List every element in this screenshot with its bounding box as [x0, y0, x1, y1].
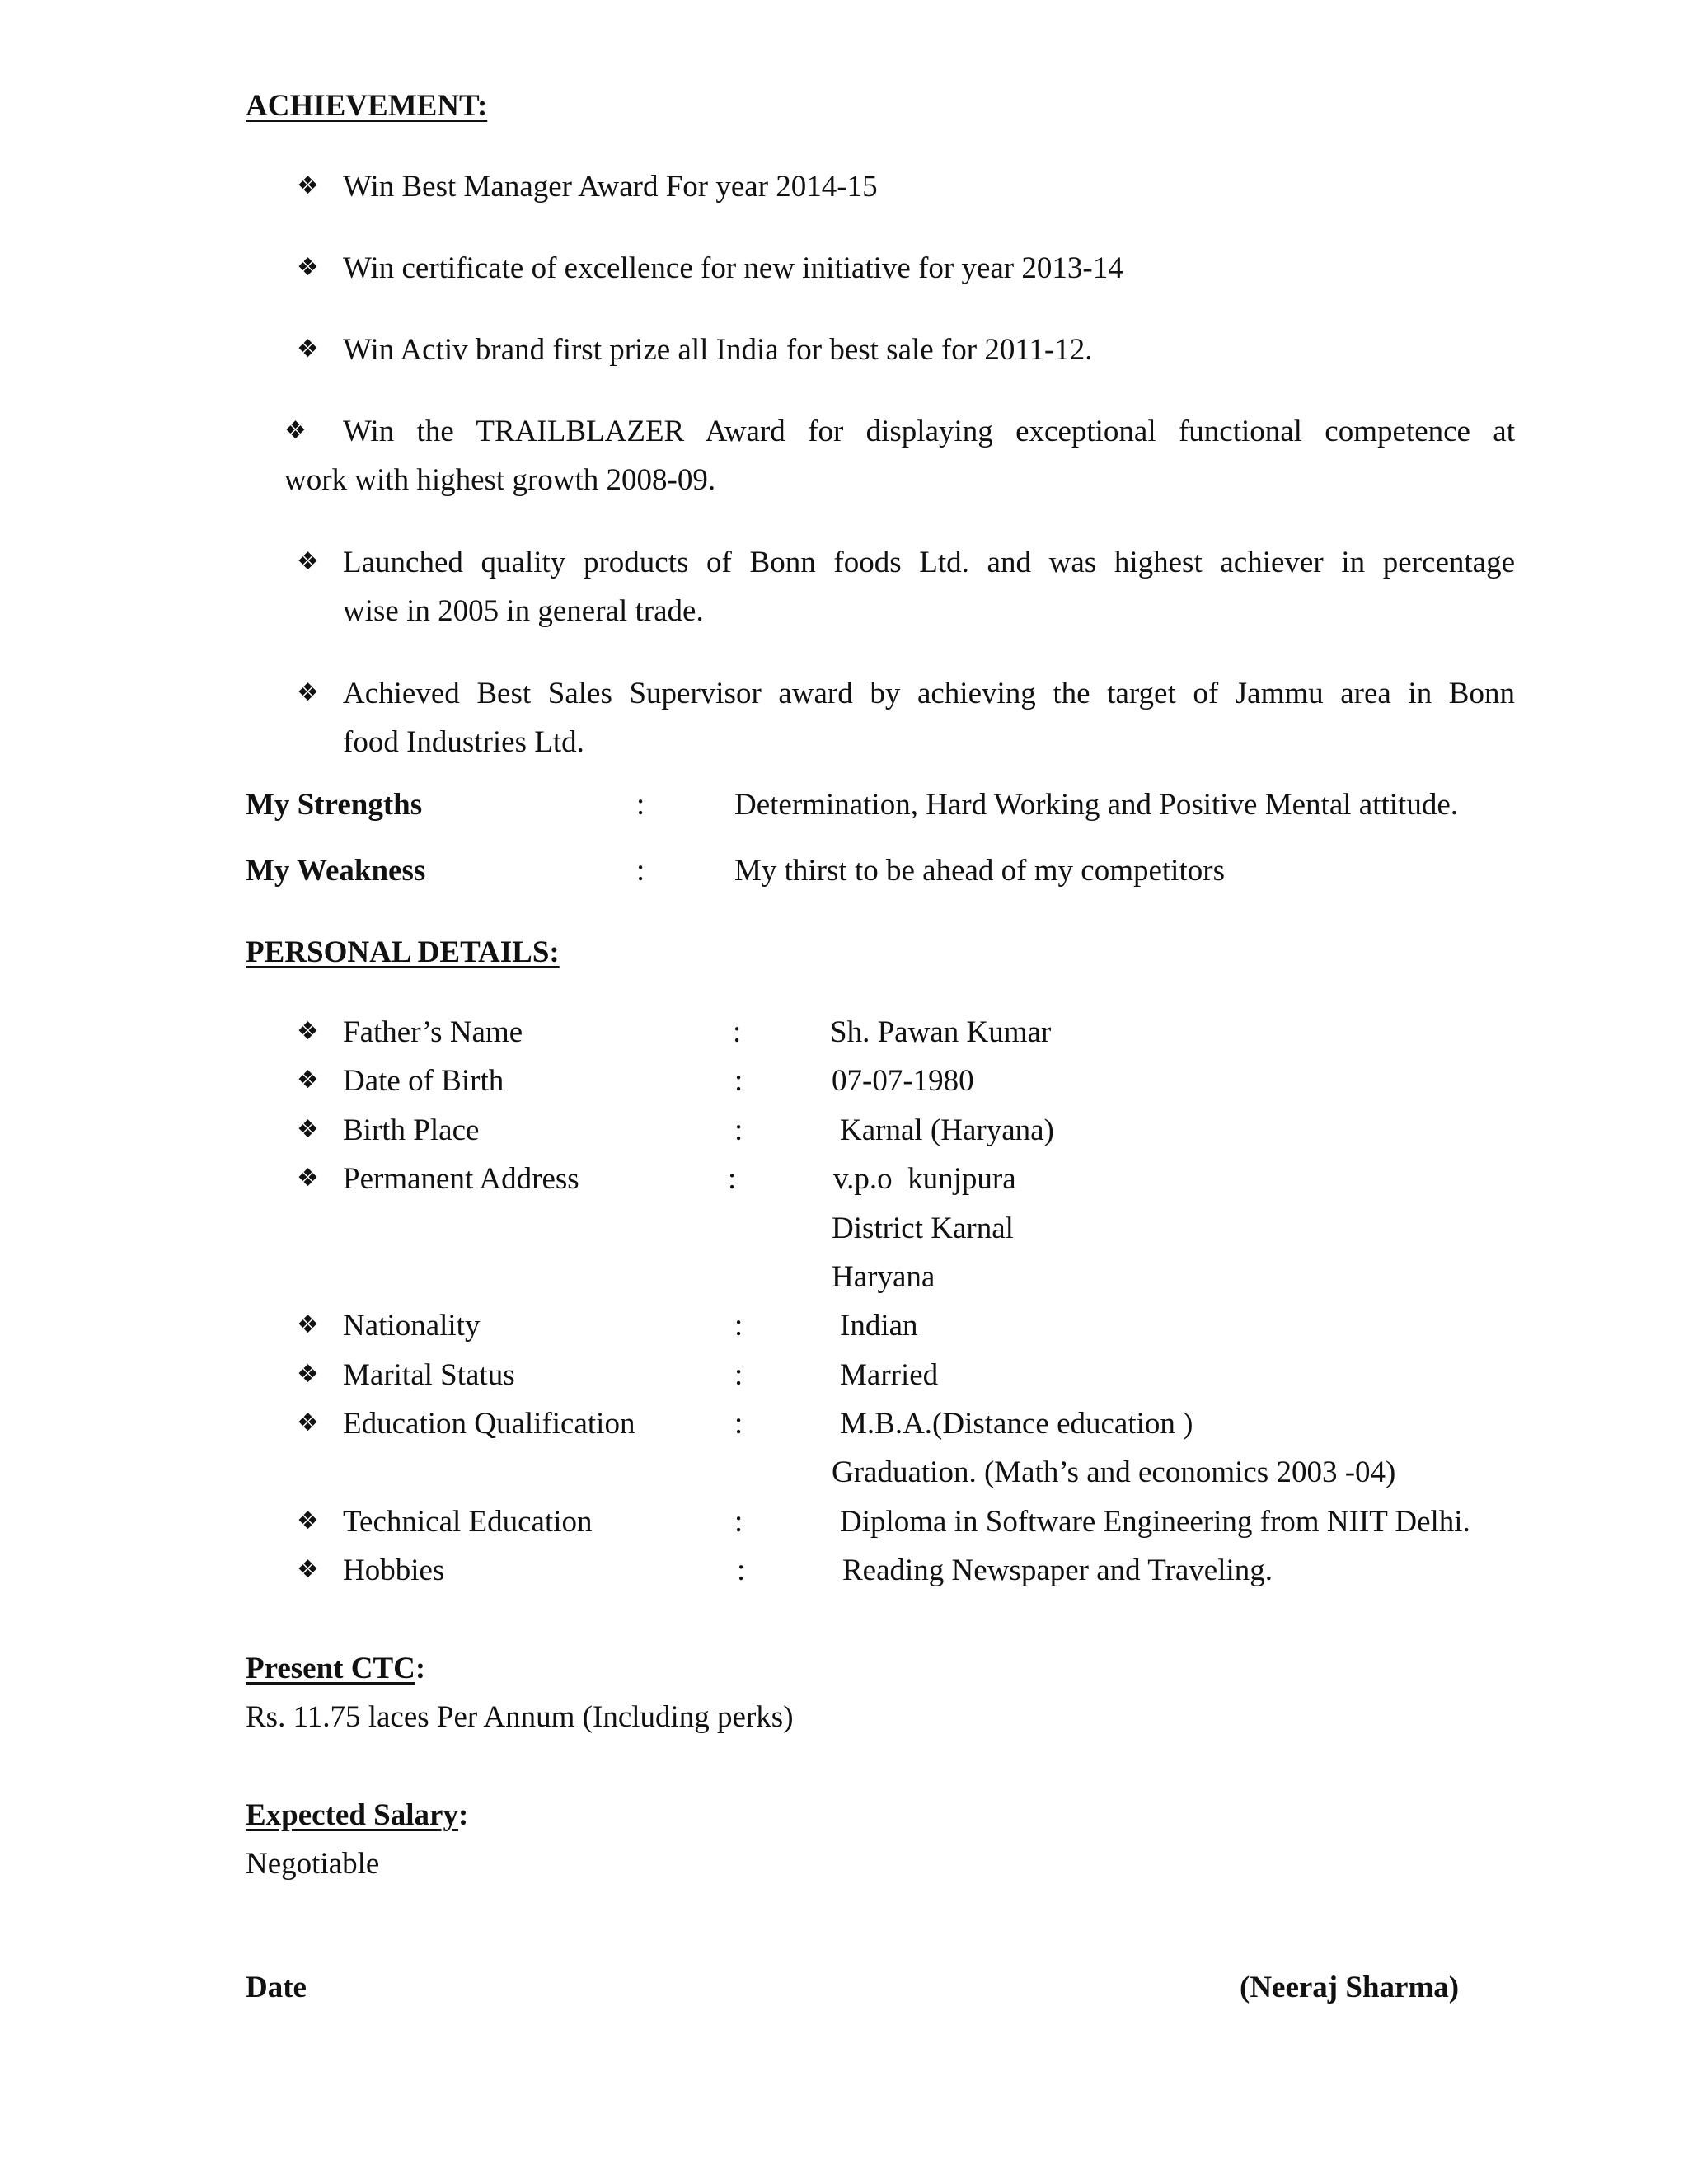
detail-colon: :	[734, 1407, 743, 1441]
detail-value-permanent-address: v.p.o kunjpura	[833, 1162, 1016, 1196]
detail-label-marital-status: Marital Status	[343, 1358, 515, 1392]
weakness-value: My thirst to be ahead of my competitors	[734, 854, 1225, 888]
bullet-icon: ❖	[297, 253, 319, 282]
detail-label-education-qualification: Education Qualification	[343, 1407, 635, 1441]
expected-salary-colon: :	[457, 1798, 469, 1832]
strengths-label: My Strengths	[246, 788, 423, 822]
present-ctc-colon: :	[415, 1652, 426, 1685]
bullet-icon: ❖	[297, 1115, 319, 1144]
bullet-icon: ❖	[297, 171, 319, 200]
detail-colon: :	[734, 1358, 743, 1392]
detail-colon: :	[737, 1554, 746, 1587]
detail-value-birth-place: Karnal (Haryana)	[840, 1113, 1054, 1147]
detail-value-address-line-2: District Karnal	[832, 1212, 1014, 1245]
detail-value-address-line-3: Haryana	[832, 1260, 935, 1294]
achievement-heading: ACHIEVEMENT:	[246, 89, 488, 123]
achievement-item: Win certificate of excellence for new initiative for year 2013-14	[343, 251, 1123, 285]
bullet-icon: ❖	[297, 1066, 319, 1094]
bullet-icon: ❖	[297, 678, 319, 707]
present-ctc-heading	[246, 1653, 425, 1684]
bullet-icon: ❖	[297, 1507, 319, 1535]
detail-label-hobbies: Hobbies	[343, 1554, 445, 1587]
detail-label-nationality: Nationality	[343, 1309, 481, 1343]
detail-value-nationality: Indian	[840, 1309, 918, 1343]
achievement-line: Achieved Best Sales Supervisor award by achieving the target of Jammu area in Bonn	[343, 677, 1515, 710]
detail-value-marital-status: Married	[840, 1358, 939, 1392]
detail-value-education-qualification: M.B.A.(Distance education )	[840, 1407, 1193, 1441]
bullet-icon: ❖	[297, 1164, 319, 1193]
strengths-colon: :	[636, 788, 645, 822]
bullet-icon: ❖	[297, 547, 319, 576]
detail-label-birth-place: Birth Place	[343, 1113, 480, 1147]
achievement-item-continuation: food Industries Ltd.	[343, 725, 584, 759]
achievement-item-continuation: wise in 2005 in general trade.	[343, 594, 704, 628]
bullet-icon: ❖	[284, 416, 307, 445]
achievement-item: Win Activ brand first prize all India for best sale for 2011-12.	[343, 333, 1093, 367]
bullet-icon: ❖	[297, 1360, 319, 1389]
detail-value-date-of-birth: 07-07-1980	[832, 1064, 974, 1098]
detail-colon: :	[728, 1162, 737, 1196]
expected-salary-value: Negotiable	[246, 1847, 380, 1881]
weakness-colon: :	[636, 854, 645, 888]
bullet-icon: ❖	[297, 1555, 319, 1584]
achievement-line: Launched quality products of Bonn foods Ltd. and was highest achiever in percentage	[343, 546, 1515, 579]
bullet-icon: ❖	[297, 1017, 319, 1046]
expected-salary-heading-text: Expected Salary	[246, 1798, 458, 1832]
bullet-icon: ❖	[297, 335, 319, 363]
achievement-line: Win the TRAILBLAZER Award for displaying exceptional functional competence at	[343, 415, 1515, 448]
detail-value-technical-education: Diploma in Software Engineering from NIIT Delhi.	[840, 1505, 1470, 1539]
detail-colon: :	[734, 1309, 743, 1343]
expected-salary-heading	[246, 1800, 468, 1830]
detail-colon: :	[734, 1505, 743, 1539]
strengths-value: Determination, Hard Working and Positive Mental attitude.	[734, 788, 1458, 822]
achievement-item: Win Best Manager Award For year 2014-15	[343, 170, 878, 204]
bullet-icon: ❖	[297, 1310, 319, 1339]
date-label: Date	[246, 1971, 307, 2004]
achievement-item	[343, 416, 1515, 447]
bullet-icon: ❖	[297, 1408, 319, 1437]
achievement-item	[343, 547, 1515, 578]
detail-label-permanent-address: Permanent Address	[343, 1162, 579, 1196]
personal-details-heading: PERSONAL DETAILS:	[246, 935, 560, 969]
present-ctc-value: Rs. 11.75 laces Per Annum (Including perks)	[246, 1700, 794, 1734]
detail-label-date-of-birth: Date of Birth	[343, 1064, 504, 1098]
signature-name: (Neeraj Sharma)	[1240, 1971, 1460, 2004]
detail-value-graduation: Graduation. (Math’s and economics 2003 -04)	[832, 1455, 1396, 1489]
weakness-label: My Weakness	[246, 854, 426, 888]
achievement-item	[343, 678, 1515, 709]
present-ctc-heading-text: Present CTC	[246, 1652, 415, 1685]
detail-colon: :	[734, 1113, 743, 1147]
detail-colon: :	[734, 1064, 743, 1098]
detail-label-fathers-name: Father’s Name	[343, 1015, 523, 1049]
detail-label-technical-education: Technical Education	[343, 1505, 593, 1539]
detail-value-hobbies: Reading Newspaper and Traveling.	[842, 1554, 1273, 1587]
detail-value-fathers-name: Sh. Pawan Kumar	[830, 1015, 1052, 1049]
achievement-item-continuation: work with highest growth 2008-09.	[284, 463, 716, 497]
detail-colon: :	[733, 1015, 742, 1049]
